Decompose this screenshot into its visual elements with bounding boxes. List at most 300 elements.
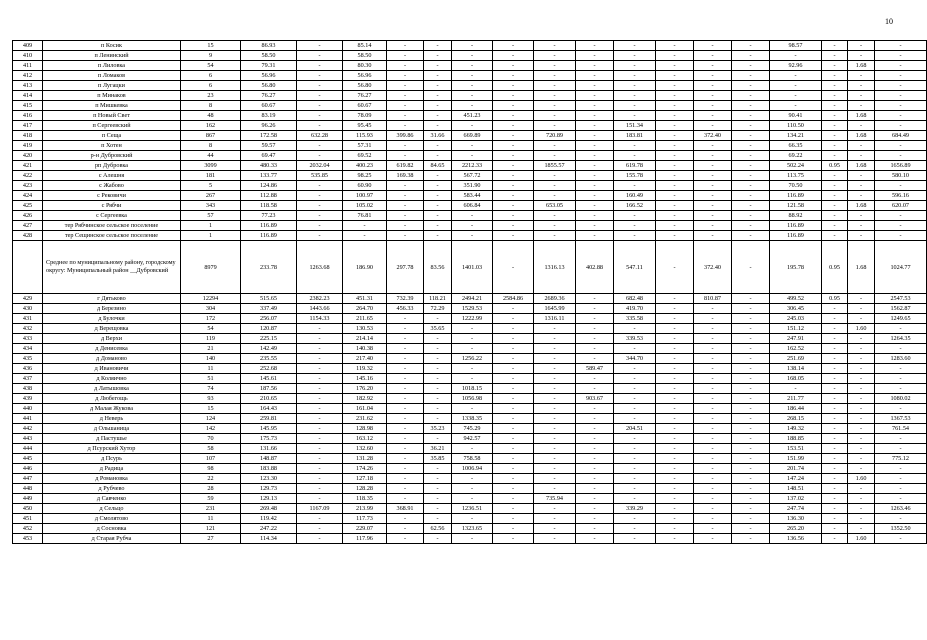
value-cell: - (493, 524, 534, 534)
value-cell: - (732, 211, 770, 221)
value-cell: - (656, 294, 694, 304)
value-cell: - (822, 364, 848, 374)
value-cell: - (452, 141, 493, 151)
value-cell: - (576, 454, 614, 464)
value-cell: 217.40 (343, 354, 387, 364)
value-cell: 1256.22 (452, 354, 493, 364)
value-cell: 264.70 (343, 304, 387, 314)
value-cell: - (656, 111, 694, 121)
value-cell: 1.68 (848, 131, 875, 141)
value-cell: 2547.53 (875, 294, 927, 304)
value-cell: - (534, 81, 576, 91)
value-cell: - (534, 374, 576, 384)
value-cell: - (875, 51, 927, 61)
value-cell: 1338.35 (452, 414, 493, 424)
value-cell: - (387, 444, 424, 454)
value-cell: - (424, 51, 452, 61)
value-cell: 368.91 (387, 504, 424, 514)
value-cell: - (387, 314, 424, 324)
value-cell: - (656, 504, 694, 514)
value-cell: - (493, 354, 534, 364)
value-cell: - (732, 474, 770, 484)
value-cell: - (656, 221, 694, 231)
value-cell: - (387, 221, 424, 231)
value-cell: - (576, 111, 614, 121)
value-cell: - (534, 454, 576, 464)
value-cell: - (387, 534, 424, 544)
value-cell: - (297, 374, 343, 384)
table-row (13, 534, 927, 544)
value-cell: - (387, 231, 424, 241)
settlement-name-cell: д Сосновка (43, 524, 181, 534)
value-cell: 69.47 (241, 151, 297, 161)
value-cell: - (694, 151, 732, 161)
value-cell: - (343, 231, 387, 241)
value-cell: 1167.09 (297, 504, 343, 514)
value-cell: 499.52 (770, 294, 822, 304)
value-cell: 867 (181, 131, 241, 141)
value-cell: - (452, 514, 493, 524)
value-cell: - (452, 474, 493, 484)
value-cell: 400.23 (343, 161, 387, 171)
value-cell: - (848, 171, 875, 181)
value-cell: - (656, 81, 694, 91)
value-cell: 48 (181, 111, 241, 121)
row-number-cell: 427 (13, 221, 43, 231)
value-cell: - (656, 71, 694, 81)
value-cell: - (694, 191, 732, 201)
value-cell: - (576, 324, 614, 334)
value-cell: - (694, 221, 732, 231)
value-cell: - (614, 514, 656, 524)
value-cell: - (387, 81, 424, 91)
value-cell: - (848, 151, 875, 161)
value-cell: - (534, 191, 576, 201)
value-cell: 169.38 (387, 171, 424, 181)
value-cell: 57.31 (343, 141, 387, 151)
settlement-name-cell: д Старая Рубча (43, 534, 181, 544)
value-cell: 35.65 (424, 324, 452, 334)
value-cell: - (848, 344, 875, 354)
value-cell: - (493, 344, 534, 354)
value-cell: - (576, 474, 614, 484)
value-cell: - (576, 484, 614, 494)
summary-label-cell: Среднее по муниципальному району, городскому округу: Муниципальный район __Дубровский (43, 241, 181, 294)
row-number-cell: 444 (13, 444, 43, 454)
value-cell: - (452, 344, 493, 354)
value-cell: 98 (181, 464, 241, 474)
value-cell: 175.73 (241, 434, 297, 444)
value-cell: - (493, 364, 534, 374)
value-cell: - (534, 384, 576, 394)
value-cell: - (656, 384, 694, 394)
value-cell: - (576, 334, 614, 344)
value-cell: - (822, 314, 848, 324)
value-cell: 148.87 (241, 454, 297, 464)
value-cell: 535.85 (297, 171, 343, 181)
value-cell: - (822, 404, 848, 414)
value-cell: - (694, 454, 732, 464)
value-cell: 1249.65 (875, 314, 927, 324)
value-cell: - (387, 121, 424, 131)
value-cell: 113.75 (770, 171, 822, 181)
value-cell: 78.09 (343, 111, 387, 121)
row-number-cell: 440 (13, 404, 43, 414)
value-cell: 127.18 (343, 474, 387, 484)
value-cell: - (452, 364, 493, 374)
row-number-cell: 415 (13, 101, 43, 111)
value-cell: - (656, 41, 694, 51)
value-cell: 118.35 (343, 494, 387, 504)
value-cell: 735.94 (534, 494, 576, 504)
value-cell: 116.89 (241, 221, 297, 231)
value-cell: 201.74 (770, 464, 822, 474)
row-number-cell: 445 (13, 454, 43, 464)
value-cell: - (732, 101, 770, 111)
value-cell: - (822, 524, 848, 534)
value-cell: - (424, 41, 452, 51)
value-cell: - (694, 61, 732, 71)
table-row (13, 171, 927, 181)
value-cell: - (424, 394, 452, 404)
value-cell: 0.95 (822, 161, 848, 171)
value-cell: 131.66 (241, 444, 297, 454)
value-cell: 176.20 (343, 384, 387, 394)
value-cell: 337.49 (241, 304, 297, 314)
value-cell: - (452, 41, 493, 51)
value-cell: - (493, 81, 534, 91)
row-number-cell: 426 (13, 211, 43, 221)
value-cell: 1006.94 (452, 464, 493, 474)
value-cell: 942.57 (452, 434, 493, 444)
value-cell: 116.89 (770, 221, 822, 231)
value-cell: - (493, 494, 534, 504)
settlement-name-cell: тер Сещинское сельское поселение (43, 231, 181, 241)
value-cell: - (732, 111, 770, 121)
value-cell: - (694, 231, 732, 241)
value-cell: 5 (181, 181, 241, 191)
value-cell: - (848, 91, 875, 101)
value-cell: - (452, 211, 493, 221)
value-cell: - (694, 524, 732, 534)
value-cell: - (732, 161, 770, 171)
summary-value-cell: 1401.03 (452, 241, 493, 294)
table-row (13, 181, 927, 191)
row-number-cell: 417 (13, 121, 43, 131)
value-cell: 69.52 (343, 151, 387, 161)
value-cell: 225.15 (241, 334, 297, 344)
settlement-name-cell: д Псурский Хутор (43, 444, 181, 454)
value-cell: 119 (181, 334, 241, 344)
value-cell: - (694, 334, 732, 344)
settlement-name-cell: д Неверь (43, 414, 181, 424)
value-cell: - (387, 454, 424, 464)
value-cell: - (694, 434, 732, 444)
value-cell: - (534, 404, 576, 414)
value-cell: 27 (181, 534, 241, 544)
value-cell: - (493, 454, 534, 464)
value-cell: - (694, 101, 732, 111)
value-cell: - (732, 324, 770, 334)
value-cell: 235.55 (241, 354, 297, 364)
value-cell: - (534, 484, 576, 494)
value-cell: - (875, 121, 927, 131)
value-cell: - (387, 201, 424, 211)
settlement-name-cell: п Лиловка (43, 61, 181, 71)
value-cell: - (534, 71, 576, 81)
value-cell: - (656, 91, 694, 101)
value-cell: - (614, 81, 656, 91)
value-cell: - (424, 101, 452, 111)
value-cell: 619.78 (614, 161, 656, 171)
value-cell: - (297, 61, 343, 71)
value-cell: 304 (181, 304, 241, 314)
value-cell: - (656, 514, 694, 524)
value-cell: - (732, 131, 770, 141)
value-cell: - (614, 474, 656, 484)
value-cell: - (576, 91, 614, 101)
value-cell: - (297, 534, 343, 544)
table-row (13, 121, 927, 131)
value-cell: 69.22 (770, 151, 822, 161)
value-cell: - (848, 504, 875, 514)
value-cell: 133.77 (241, 171, 297, 181)
value-cell: - (576, 231, 614, 241)
table-row (13, 324, 927, 334)
value-cell: - (452, 101, 493, 111)
value-cell: - (424, 494, 452, 504)
table-row (13, 191, 927, 201)
value-cell: - (343, 221, 387, 231)
row-number-cell: 412 (13, 71, 43, 81)
value-cell: 181 (181, 171, 241, 181)
value-cell: - (297, 414, 343, 424)
value-cell: - (694, 384, 732, 394)
settlement-name-cell: рп Дубровка (43, 161, 181, 171)
value-cell: - (656, 231, 694, 241)
value-cell: - (848, 294, 875, 304)
summary-value-cell: 83.56 (424, 241, 452, 294)
tariff-table (12, 40, 927, 544)
value-cell: - (822, 91, 848, 101)
value-cell: - (452, 494, 493, 504)
value-cell: - (694, 464, 732, 474)
value-cell: 124 (181, 414, 241, 424)
value-cell: - (656, 494, 694, 504)
value-cell: - (614, 484, 656, 494)
value-cell: - (614, 374, 656, 384)
value-cell: - (656, 304, 694, 314)
value-cell: 229.07 (343, 524, 387, 534)
settlement-name-cell: с Рябчи (43, 201, 181, 211)
row-number-cell: 447 (13, 474, 43, 484)
value-cell: 35.85 (424, 454, 452, 464)
value-cell: - (493, 71, 534, 81)
table-row (13, 504, 927, 514)
value-cell: - (614, 404, 656, 414)
value-cell: - (297, 211, 343, 221)
value-cell: - (848, 364, 875, 374)
value-cell: - (694, 364, 732, 374)
summary-value-cell: 1.68 (848, 241, 875, 294)
value-cell: - (387, 51, 424, 61)
value-cell: - (534, 324, 576, 334)
value-cell: - (822, 514, 848, 524)
value-cell: - (614, 344, 656, 354)
value-cell: - (875, 474, 927, 484)
settlement-name-cell: п Косик (43, 41, 181, 51)
value-cell: 23 (181, 91, 241, 101)
value-cell: 84.65 (424, 161, 452, 171)
value-cell: 344.70 (614, 354, 656, 364)
value-cell: - (694, 394, 732, 404)
value-cell: 11 (181, 514, 241, 524)
value-cell: - (452, 61, 493, 71)
value-cell: - (848, 404, 875, 414)
value-cell: - (534, 524, 576, 534)
value-cell: - (387, 191, 424, 201)
value-cell: - (576, 294, 614, 304)
value-cell: 164.43 (241, 404, 297, 414)
settlement-name-cell: д Сельцо (43, 504, 181, 514)
value-cell: - (732, 504, 770, 514)
table-row (13, 394, 927, 404)
value-cell: - (534, 424, 576, 434)
value-cell: 589.47 (576, 364, 614, 374)
value-cell: - (576, 424, 614, 434)
value-cell: 268.15 (770, 414, 822, 424)
value-cell: - (387, 324, 424, 334)
table-row (13, 524, 927, 534)
value-cell: - (848, 464, 875, 474)
value-cell: 339.53 (614, 334, 656, 344)
value-cell: - (387, 474, 424, 484)
summary-value-cell: 233.78 (241, 241, 297, 294)
value-cell: 36.21 (424, 444, 452, 454)
value-cell: 31.66 (424, 131, 452, 141)
value-cell: - (614, 41, 656, 51)
value-cell: - (387, 524, 424, 534)
value-cell: 259.81 (241, 414, 297, 424)
value-cell: 72.29 (424, 304, 452, 314)
value-cell: 1.68 (848, 111, 875, 121)
value-cell: 166.52 (614, 201, 656, 211)
value-cell: 131.28 (343, 454, 387, 464)
settlement-name-cell: д Савченко (43, 494, 181, 504)
value-cell: - (424, 534, 452, 544)
settlement-name-cell: с Алешня (43, 171, 181, 181)
value-cell: 172 (181, 314, 241, 324)
value-cell: - (656, 524, 694, 534)
value-cell: - (614, 221, 656, 231)
settlement-name-cell: п Ломаков (43, 71, 181, 81)
value-cell: - (732, 181, 770, 191)
value-cell: - (848, 524, 875, 534)
value-cell: - (614, 324, 656, 334)
value-cell: - (493, 334, 534, 344)
value-cell: - (848, 181, 875, 191)
value-cell: - (297, 524, 343, 534)
value-cell: - (656, 434, 694, 444)
value-cell: 130.53 (343, 324, 387, 334)
value-cell: - (694, 51, 732, 61)
value-cell: - (614, 181, 656, 191)
value-cell: 204.51 (614, 424, 656, 434)
value-cell: - (387, 334, 424, 344)
value-cell: 1.68 (848, 161, 875, 171)
value-cell: 9 (181, 51, 241, 61)
row-number-cell: 441 (13, 414, 43, 424)
value-cell: - (822, 504, 848, 514)
settlement-name-cell: д Верхи (43, 334, 181, 344)
value-cell: - (576, 464, 614, 474)
value-cell: - (534, 464, 576, 474)
value-cell: 1.68 (848, 61, 875, 71)
value-cell: - (297, 474, 343, 484)
value-cell: 1154.33 (297, 314, 343, 324)
value-cell: - (576, 131, 614, 141)
value-cell: - (534, 394, 576, 404)
value-cell: 118.58 (241, 201, 297, 211)
value-cell: 419.70 (614, 304, 656, 314)
value-cell: 116.89 (241, 231, 297, 241)
value-cell: - (694, 314, 732, 324)
summary-value-cell: 195.78 (770, 241, 822, 294)
value-cell: - (424, 404, 452, 414)
value-cell: - (875, 151, 927, 161)
value-cell: - (822, 181, 848, 191)
value-cell: - (732, 81, 770, 91)
value-cell: - (387, 71, 424, 81)
value-cell: 188.85 (770, 434, 822, 444)
value-cell: - (732, 384, 770, 394)
value-cell: - (424, 231, 452, 241)
value-cell: 142 (181, 424, 241, 434)
value-cell: - (576, 524, 614, 534)
value-cell: - (848, 434, 875, 444)
value-cell: 1352.50 (875, 524, 927, 534)
value-cell: 1443.66 (297, 304, 343, 314)
value-cell: - (848, 221, 875, 231)
value-cell: 56.80 (343, 81, 387, 91)
value-cell: - (875, 494, 927, 504)
value-cell: - (614, 61, 656, 71)
value-cell: - (493, 111, 534, 121)
value-cell: - (848, 51, 875, 61)
row-number-cell: 419 (13, 141, 43, 151)
value-cell: - (694, 424, 732, 434)
value-cell: - (732, 41, 770, 51)
value-cell: - (614, 101, 656, 111)
value-cell: 132.60 (343, 444, 387, 454)
value-cell: 98.25 (343, 171, 387, 181)
row-number-cell: 410 (13, 51, 43, 61)
value-cell: - (576, 121, 614, 131)
summary-value-cell: 1263.68 (297, 241, 343, 294)
value-cell: - (875, 61, 927, 71)
value-cell: - (452, 484, 493, 494)
row-number-cell: 422 (13, 171, 43, 181)
value-cell: - (534, 514, 576, 524)
value-cell: - (493, 151, 534, 161)
value-cell: 343 (181, 201, 241, 211)
value-cell: - (822, 414, 848, 424)
value-cell: - (297, 444, 343, 454)
value-cell: - (732, 191, 770, 201)
value-cell: - (493, 474, 534, 484)
table-row (13, 51, 927, 61)
value-cell: - (297, 71, 343, 81)
